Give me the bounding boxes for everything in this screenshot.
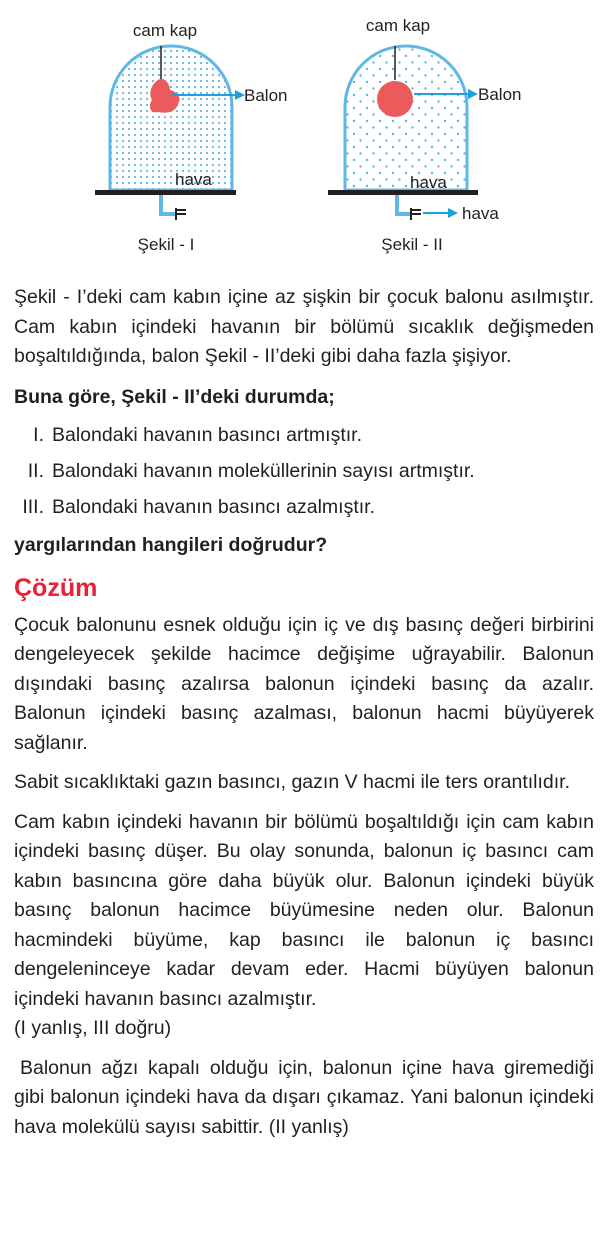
jar-1-body [110, 46, 232, 190]
solution-paragraph-2: Sabit sıcaklıktaki gazın basıncı, gazın V hacmi ile ters orantılıdır. [14, 771, 571, 793]
statement-number: II. [27, 460, 44, 482]
statement-text: Balondaki havanın basıncı artmıştır. [52, 424, 363, 446]
base-2 [328, 190, 478, 195]
statement-text: Balondaki havanın basıncı azalmıştır. [52, 496, 376, 518]
valve-2-icon [411, 208, 421, 220]
air-label-2: hava [410, 173, 447, 192]
caption-2: Şekil - II [381, 235, 443, 254]
outlet-label-2: hava [462, 204, 499, 223]
solution-paragraph-3: Cam kabın içindeki havanın bir bölümü boşaltıldığı için cam kabın içindeki basınç düşer. Bu olay sonunda, balonun iç basıncı cam kabın basıncına göre daha büyük olur. Balonun içindeki büyük basınç balonun hacimce büyümesine neden olur. Balonun hacmindeki büyüme, kap basıncı ile balonun iç basıncı dengeleninceye kadar devam eder. Hacmi büyüyen balonun içindeki havanın basıncı azalmıştır. [14, 810, 594, 1010]
air-label-1: hava [175, 170, 212, 189]
statement-number: I. [33, 424, 44, 446]
statement-item [14, 417, 594, 453]
balloon-label-2: Balon [478, 85, 522, 104]
solution-paragraph-4: Balonun ağzı kapalı olduğu için, balonun içine hava giremediği gibi balonun içindeki hava da dışarı çıkamaz. Yani balonun içindeki hava molekülü sayısı sabittir. (II yanlış) [14, 1056, 594, 1138]
statement-text: Balondaki havanın moleküllerinin sayısı artmıştır. [52, 460, 475, 482]
base-1 [95, 190, 236, 195]
top-label-2: cam kap [365, 16, 431, 35]
valve-1-icon [176, 208, 186, 220]
statement-number: III. [22, 496, 44, 518]
solution-note-1: (I yanlış, III doğru) [14, 1017, 172, 1039]
statement-item [14, 453, 594, 489]
question-text: Buna göre, Şekil - II’deki durumda; [14, 385, 335, 408]
solution-paragraph-1: Çocuk balonunu esnek olduğu için iç ve dış basınç değeri birbirini dengeleyecek şekilde hacimce değişime uğrayabilir. Balonun dışındaki basınç azalırsa balonun içindeki basınç da azalır. Balonun içindeki basınç azalması, balonun hacmi büyüyerek sağlanır. [14, 613, 594, 754]
jar-figure-1 [95, 46, 243, 220]
problem-text: Şekil - I’deki cam kabın içine az şişkin bir çocuk balonu asılmıştır. Cam kabın içindeki havanın bir bölümü sıcaklık değişmeden boşaltıldığında, balon Şekil - II’deki gibi daha fazla şişiyor. [14, 286, 594, 367]
figure-svg [0, 0, 607, 275]
outlet-pipe-2 [397, 195, 410, 214]
jar-2-body [345, 46, 467, 190]
closing-question: yargılarından hangileri doğrudur? [14, 534, 328, 556]
statement-list [14, 417, 594, 525]
experiment-figure [0, 0, 607, 275]
statement-item [14, 489, 594, 525]
jar-figure-2 [328, 46, 478, 220]
top-label-1: cam kap [132, 21, 198, 40]
balloon-2 [377, 81, 413, 117]
caption-1: Şekil - I [137, 235, 195, 254]
outlet-pipe-1 [161, 195, 175, 214]
problem-content [14, 283, 594, 1142]
balloon-label-1: Balon [244, 86, 288, 105]
solution-heading: Çözüm [14, 573, 98, 602]
